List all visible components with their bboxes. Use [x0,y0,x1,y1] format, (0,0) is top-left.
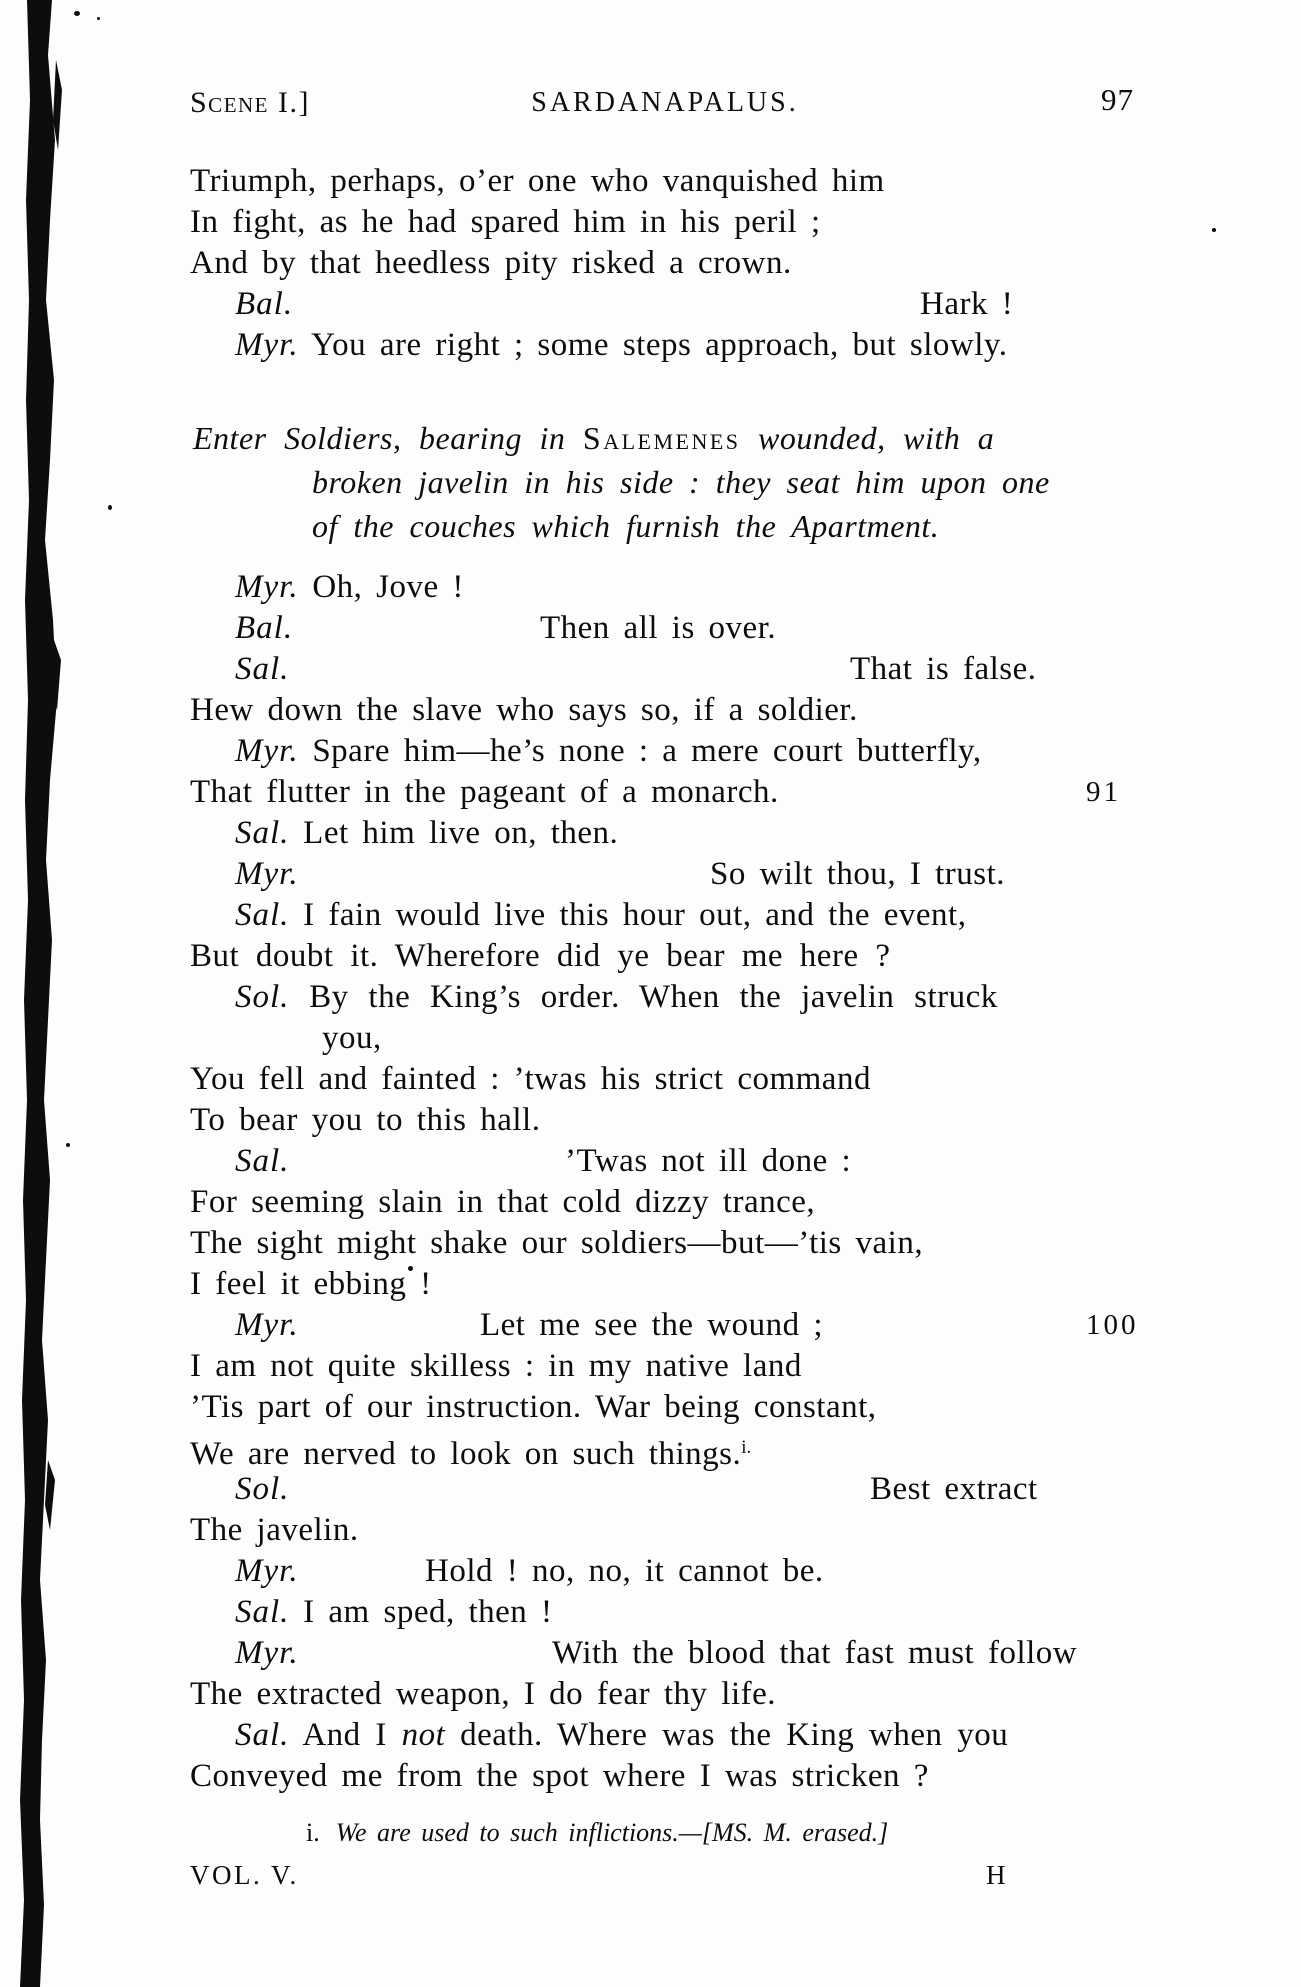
verse-text: Oh, Jove ! [298,569,464,605]
verse-text: In fight, as he had spared him in his peril ; [190,204,821,240]
verse-line [190,1758,929,1794]
speaker-abbreviation: Myr. [235,569,299,605]
verse-line [190,692,858,728]
speaker-abbreviation: Sal. [235,1143,290,1179]
verse-text: Let me see the wound ; [480,1307,823,1343]
speaker-abbreviation: Bal. [235,610,294,646]
verse-line [190,1184,815,1220]
verse-text: We are nerved to look on such things. [190,1436,742,1472]
verse-text: Spare him—he’s none : a mere court butterfly, [298,733,982,769]
speaker-abbreviation: Myr. [235,1553,299,1589]
speaker-abbreviation: Myr. [235,856,299,892]
verse-text: By the King’s order. When the javelin struck [289,979,998,1015]
scan-speck [66,1143,70,1147]
stage-direction-line [193,420,994,456]
verse-line-number: 100 [1086,1309,1139,1341]
verse-line [190,938,891,974]
verse-text: And by that heedless pity risked a crown. [190,245,792,281]
verse-line [190,1430,751,1472]
speaker-abbreviation: Sol. [235,1471,290,1507]
verse-line [190,1225,923,1261]
verse-line [235,569,464,605]
scan-gutter-artifact [0,0,80,1987]
verse-line [235,1553,824,1589]
verse-line-number: 91 [1086,776,1121,808]
verse-text: To bear you to this hall. [190,1102,541,1138]
verse-text: Enter Soldiers, bearing in [193,420,583,456]
verse-text: With the blood that fast must follow [552,1635,1078,1671]
speaker-abbreviation: Myr. [235,1635,299,1671]
verse-line [235,979,998,1015]
running-header [190,82,1140,126]
verse-line [190,1348,802,1384]
verse-text: Hold ! no, no, it cannot be. [425,1553,824,1589]
verse-text: But doubt it. Wherefore did ye bear me here ? [190,938,891,974]
verse-text: Hew down the slave who says so, if a soldier. [190,692,858,728]
speaker-abbreviation: Sal. [235,897,290,933]
verse-line [190,1676,776,1712]
volume-label: VOL. V. [190,1860,299,1890]
verse-line [235,897,966,933]
scan-speck [1212,228,1216,232]
verse-text: Conveyed me from the spot where I was stricken ? [190,1758,929,1794]
verse-line [235,1471,1038,1507]
verse-text: You are right ; some steps approach, but slowly. [298,327,1008,363]
verse-line [235,1717,1008,1753]
verse-line [235,1635,1078,1671]
speaker-abbreviation: Sal. [235,651,290,687]
verse-text: That is false. [850,651,1037,687]
verse-text: I am not quite skilless : in my native land [190,1348,802,1384]
verse-line [235,1594,553,1630]
scan-speck [97,17,100,20]
verse-text: Let him live on, then. [289,815,619,851]
printer-signature: H [986,1860,1006,1890]
verse-text: death. Where was the King when you [445,1717,1009,1753]
verse-text: not [401,1717,446,1753]
speaker-abbreviation: Bal. [235,286,294,322]
speaker-abbreviation: Myr. [235,1307,299,1343]
verse-line [235,1307,1139,1343]
verse-text: Then all is over. [540,610,777,646]
verse-text: So wilt thou, I trust. [710,856,1006,892]
verse-line [235,815,618,851]
stage-direction-line [312,464,1050,500]
verse-line [235,1143,852,1179]
verse-text: Best extract [870,1471,1038,1507]
footnote-marker: i. [306,1818,320,1847]
speaker-abbreviation: Myr. [235,327,299,363]
footnote-reference: i. [741,1437,752,1458]
verse-text: you, [322,1020,382,1056]
verse-text: broken javelin in his side : they seat him upon one [312,464,1050,500]
footnote [306,1818,888,1848]
speaker-abbreviation: Sal. [235,1594,290,1630]
verse-text: of the couches which furnish the Apartment. [312,508,940,544]
verse-line [190,1512,359,1548]
character-name: Salemenes [582,420,741,456]
verse-line [235,856,1006,892]
running-title: SARDANAPALUS. [531,87,799,118]
verse-text: I feel it ebbing ! [190,1266,432,1302]
speaker-abbreviation: Myr. [235,733,299,769]
verse-text: And I [289,1717,402,1753]
verse-line [190,774,1121,810]
verse-text: The javelin. [190,1512,359,1548]
scan-speck [108,505,112,510]
verse-text: ’Twas not ill done : [565,1143,852,1179]
verse-line [190,1389,877,1425]
verse-line [190,163,885,199]
scene-label: Scene I.] [190,86,310,119]
verse-line [190,1266,432,1302]
scan-speck [74,11,80,16]
verse-text: For seeming slain in that cold dizzy trance, [190,1184,816,1220]
verse-text: I am sped, then ! [289,1594,553,1630]
verse-line [190,204,821,240]
verse-line [235,286,1014,322]
verse-text: I fain would live this hour out, and the event, [289,897,967,933]
verse-line [235,651,1037,687]
verse-text: The extracted weapon, I do fear thy life. [190,1676,776,1712]
verse-line [322,1020,382,1056]
verse-line [235,733,982,769]
verse-text: That flutter in the pageant of a monarch. [190,774,779,810]
speaker-abbreviation: Sol. [235,979,290,1015]
verse-line [190,1061,871,1097]
verse-text: Triumph, perhaps, o’er one who vanquished him [190,163,885,199]
verse-text: wounded, with a [740,420,995,456]
verse-text: You fell and fainted : ’twas his strict command [190,1061,871,1097]
verse-line [235,327,1008,363]
page-number: 97 [1101,82,1134,117]
footnote-text: We are used to such inflictions.—[MS. M. erased.] [335,1818,889,1847]
verse-line [190,1102,540,1138]
verse-line [190,245,792,281]
verse-text: Hark ! [920,286,1014,322]
stage-direction-line [312,508,939,544]
verse-text: The sight might shake our soldiers—but—’tis vain, [190,1225,924,1261]
verse-line [235,610,777,646]
verse-text: ’Tis part of our instruction. War being constant, [190,1389,877,1425]
speaker-abbreviation: Sal. [235,1717,290,1753]
speaker-abbreviation: Sal. [235,815,290,851]
